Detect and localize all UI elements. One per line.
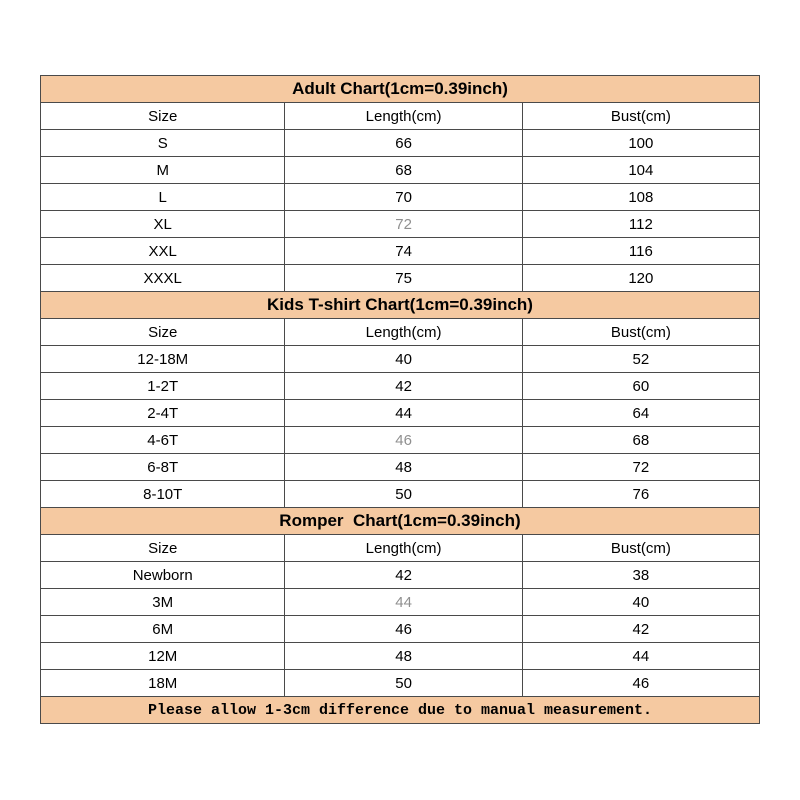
value-cell: 66: [285, 130, 522, 157]
table-row: [41, 481, 760, 508]
value-cell: 40: [522, 589, 759, 616]
chart-title-row: [41, 292, 760, 319]
size-chart-body: [41, 76, 760, 724]
table-row: [41, 643, 760, 670]
table-row: [41, 265, 760, 292]
table-row: [41, 670, 760, 697]
value-cell: 76: [522, 481, 759, 508]
value-cell: 46: [285, 616, 522, 643]
value-cell: 108: [522, 184, 759, 211]
column-header: Size: [41, 103, 285, 130]
value-cell: 40: [285, 346, 522, 373]
column-header-row: [41, 319, 760, 346]
size-cell: XXXL: [41, 265, 285, 292]
column-header: Size: [41, 535, 285, 562]
size-cell: 1-2T: [41, 373, 285, 400]
column-header: Length(cm): [285, 319, 522, 346]
value-cell: 50: [285, 481, 522, 508]
value-cell: 52: [522, 346, 759, 373]
size-cell: S: [41, 130, 285, 157]
value-cell: 46: [285, 427, 522, 454]
value-cell: 48: [285, 643, 522, 670]
table-row: [41, 184, 760, 211]
value-cell: 72: [522, 454, 759, 481]
table-row: [41, 238, 760, 265]
value-cell: 70: [285, 184, 522, 211]
value-cell: 112: [522, 211, 759, 238]
table-row: [41, 616, 760, 643]
footer-note-row: [41, 697, 760, 724]
table-row: [41, 130, 760, 157]
chart-title-row: [41, 76, 760, 103]
value-cell: 74: [285, 238, 522, 265]
column-header: Size: [41, 319, 285, 346]
value-cell: 104: [522, 157, 759, 184]
column-header: Length(cm): [285, 535, 522, 562]
size-cell: 12M: [41, 643, 285, 670]
value-cell: 120: [522, 265, 759, 292]
size-cell: 3M: [41, 589, 285, 616]
size-cell: 6M: [41, 616, 285, 643]
chart-title-row: [41, 508, 760, 535]
value-cell: 38: [522, 562, 759, 589]
column-header-row: [41, 103, 760, 130]
column-header: Bust(cm): [522, 535, 759, 562]
table-row: [41, 346, 760, 373]
size-chart: [40, 75, 760, 724]
value-cell: 75: [285, 265, 522, 292]
value-cell: 48: [285, 454, 522, 481]
size-cell: 2-4T: [41, 400, 285, 427]
size-cell: 18M: [41, 670, 285, 697]
value-cell: 68: [285, 157, 522, 184]
value-cell: 68: [522, 427, 759, 454]
column-header: Length(cm): [285, 103, 522, 130]
size-cell: Newborn: [41, 562, 285, 589]
size-cell: L: [41, 184, 285, 211]
table-row: [41, 400, 760, 427]
column-header: Bust(cm): [522, 319, 759, 346]
size-cell: 8-10T: [41, 481, 285, 508]
size-cell: XXL: [41, 238, 285, 265]
table-row: [41, 211, 760, 238]
value-cell: 46: [522, 670, 759, 697]
value-cell: 72: [285, 211, 522, 238]
size-cell: 6-8T: [41, 454, 285, 481]
chart-title: Kids T-shirt Chart(1cm=0.39inch): [41, 292, 760, 319]
table-row: [41, 454, 760, 481]
value-cell: 64: [522, 400, 759, 427]
table-row: [41, 427, 760, 454]
value-cell: 60: [522, 373, 759, 400]
chart-title: Romper Chart(1cm=0.39inch): [41, 508, 760, 535]
size-chart-table: [40, 75, 760, 724]
value-cell: 42: [285, 373, 522, 400]
size-cell: XL: [41, 211, 285, 238]
chart-title: Adult Chart(1cm=0.39inch): [41, 76, 760, 103]
size-cell: M: [41, 157, 285, 184]
value-cell: 44: [285, 400, 522, 427]
table-row: [41, 589, 760, 616]
value-cell: 44: [285, 589, 522, 616]
value-cell: 42: [285, 562, 522, 589]
table-row: [41, 562, 760, 589]
value-cell: 50: [285, 670, 522, 697]
size-cell: 12-18M: [41, 346, 285, 373]
table-row: [41, 373, 760, 400]
table-row: [41, 157, 760, 184]
column-header-row: [41, 535, 760, 562]
value-cell: 116: [522, 238, 759, 265]
size-cell: 4-6T: [41, 427, 285, 454]
value-cell: 42: [522, 616, 759, 643]
value-cell: 100: [522, 130, 759, 157]
value-cell: 44: [522, 643, 759, 670]
footer-note: Please allow 1-3cm difference due to manual measurement.: [41, 697, 760, 724]
column-header: Bust(cm): [522, 103, 759, 130]
